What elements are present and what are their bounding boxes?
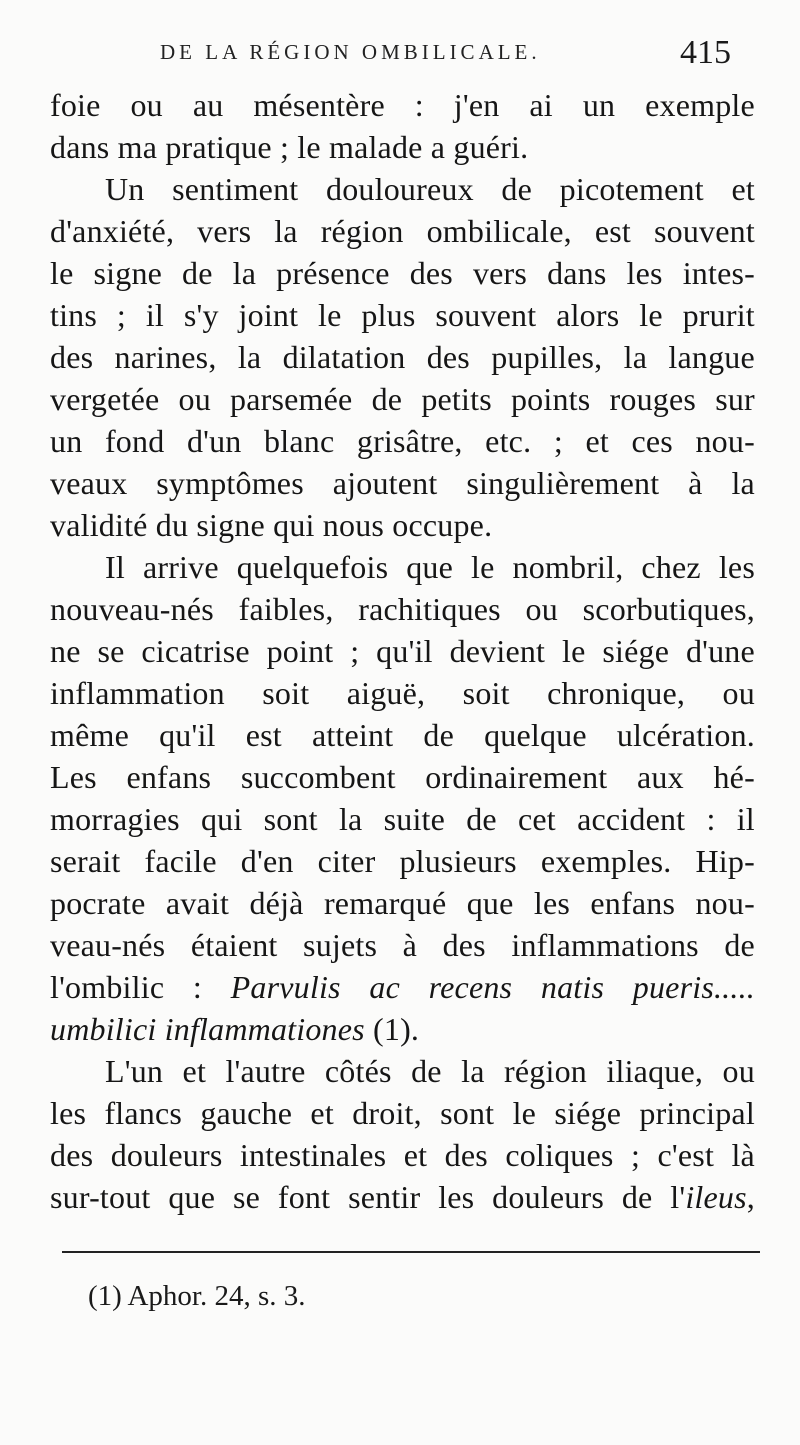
running-head: DE LA RÉGION OMBILICALE. xyxy=(160,40,541,64)
text-line: Il arrive quelquefois que le nombril, chez les xyxy=(105,549,755,585)
text-line: le signe de la présence des vers dans les intes- xyxy=(50,255,755,291)
text-line: Un sentiment douloureux de picotement et xyxy=(105,171,755,207)
text-line: l'ombilic : Parvulis ac recens natis pueris..... xyxy=(50,969,755,1005)
text-line: tins ; il s'y joint le plus souvent alors le prurit xyxy=(50,297,755,333)
text-line: des narines, la dilatation des pupilles, la langue xyxy=(50,339,755,375)
text-line: umbilici inflammationes (1). xyxy=(50,1011,420,1047)
text-line: d'anxiété, vers la région ombilicale, est souvent xyxy=(50,213,755,249)
text-line: veaux symptômes ajoutent singulièrement à la xyxy=(50,465,755,501)
text-line: validité du signe qui nous occupe. xyxy=(50,507,493,543)
footnote: (1) Aphor. 24, s. 3. xyxy=(88,1280,306,1312)
text-line: un fond d'un blanc grisâtre, etc. ; et ces nou- xyxy=(50,423,755,459)
text-line: dans ma pratique ; le malade a guéri. xyxy=(50,129,529,165)
text-line: des douleurs intestinales et des coliques ; c'est là xyxy=(50,1137,755,1173)
text-line: serait facile d'en citer plusieurs exemples. Hip- xyxy=(50,843,755,879)
text-line: les flancs gauche et droit, sont le siége principal xyxy=(50,1095,755,1131)
footnote-divider xyxy=(62,1251,760,1253)
page-number: 415 xyxy=(680,34,731,71)
text-line: ne se cicatrise point ; qu'il devient le siége d'une xyxy=(50,633,755,669)
text-line: Les enfans succombent ordinairement aux hé- xyxy=(50,759,755,795)
text-line: nouveau-nés faibles, rachitiques ou scorbutiques, xyxy=(50,591,755,627)
body-text xyxy=(50,84,755,1218)
text-line: pocrate avait déjà remarqué que les enfans nou- xyxy=(50,885,755,921)
text-line: même qu'il est atteint de quelque ulcération. xyxy=(50,717,755,753)
text-line: foie ou au mésentère : j'en ai un exemple xyxy=(50,87,755,123)
text-line: L'un et l'autre côtés de la région iliaque, ou xyxy=(105,1053,755,1089)
text-line: inflammation soit aiguë, soit chronique, ou xyxy=(50,675,755,711)
text-line: vergetée ou parsemée de petits points rouges sur xyxy=(50,381,755,417)
text-line: morragies qui sont la suite de cet accident : il xyxy=(50,801,755,837)
text-line: veau-nés étaient sujets à des inflammations de xyxy=(50,927,755,963)
text-line: sur-tout que se font sentir les douleurs de l'ileus, xyxy=(50,1179,755,1215)
